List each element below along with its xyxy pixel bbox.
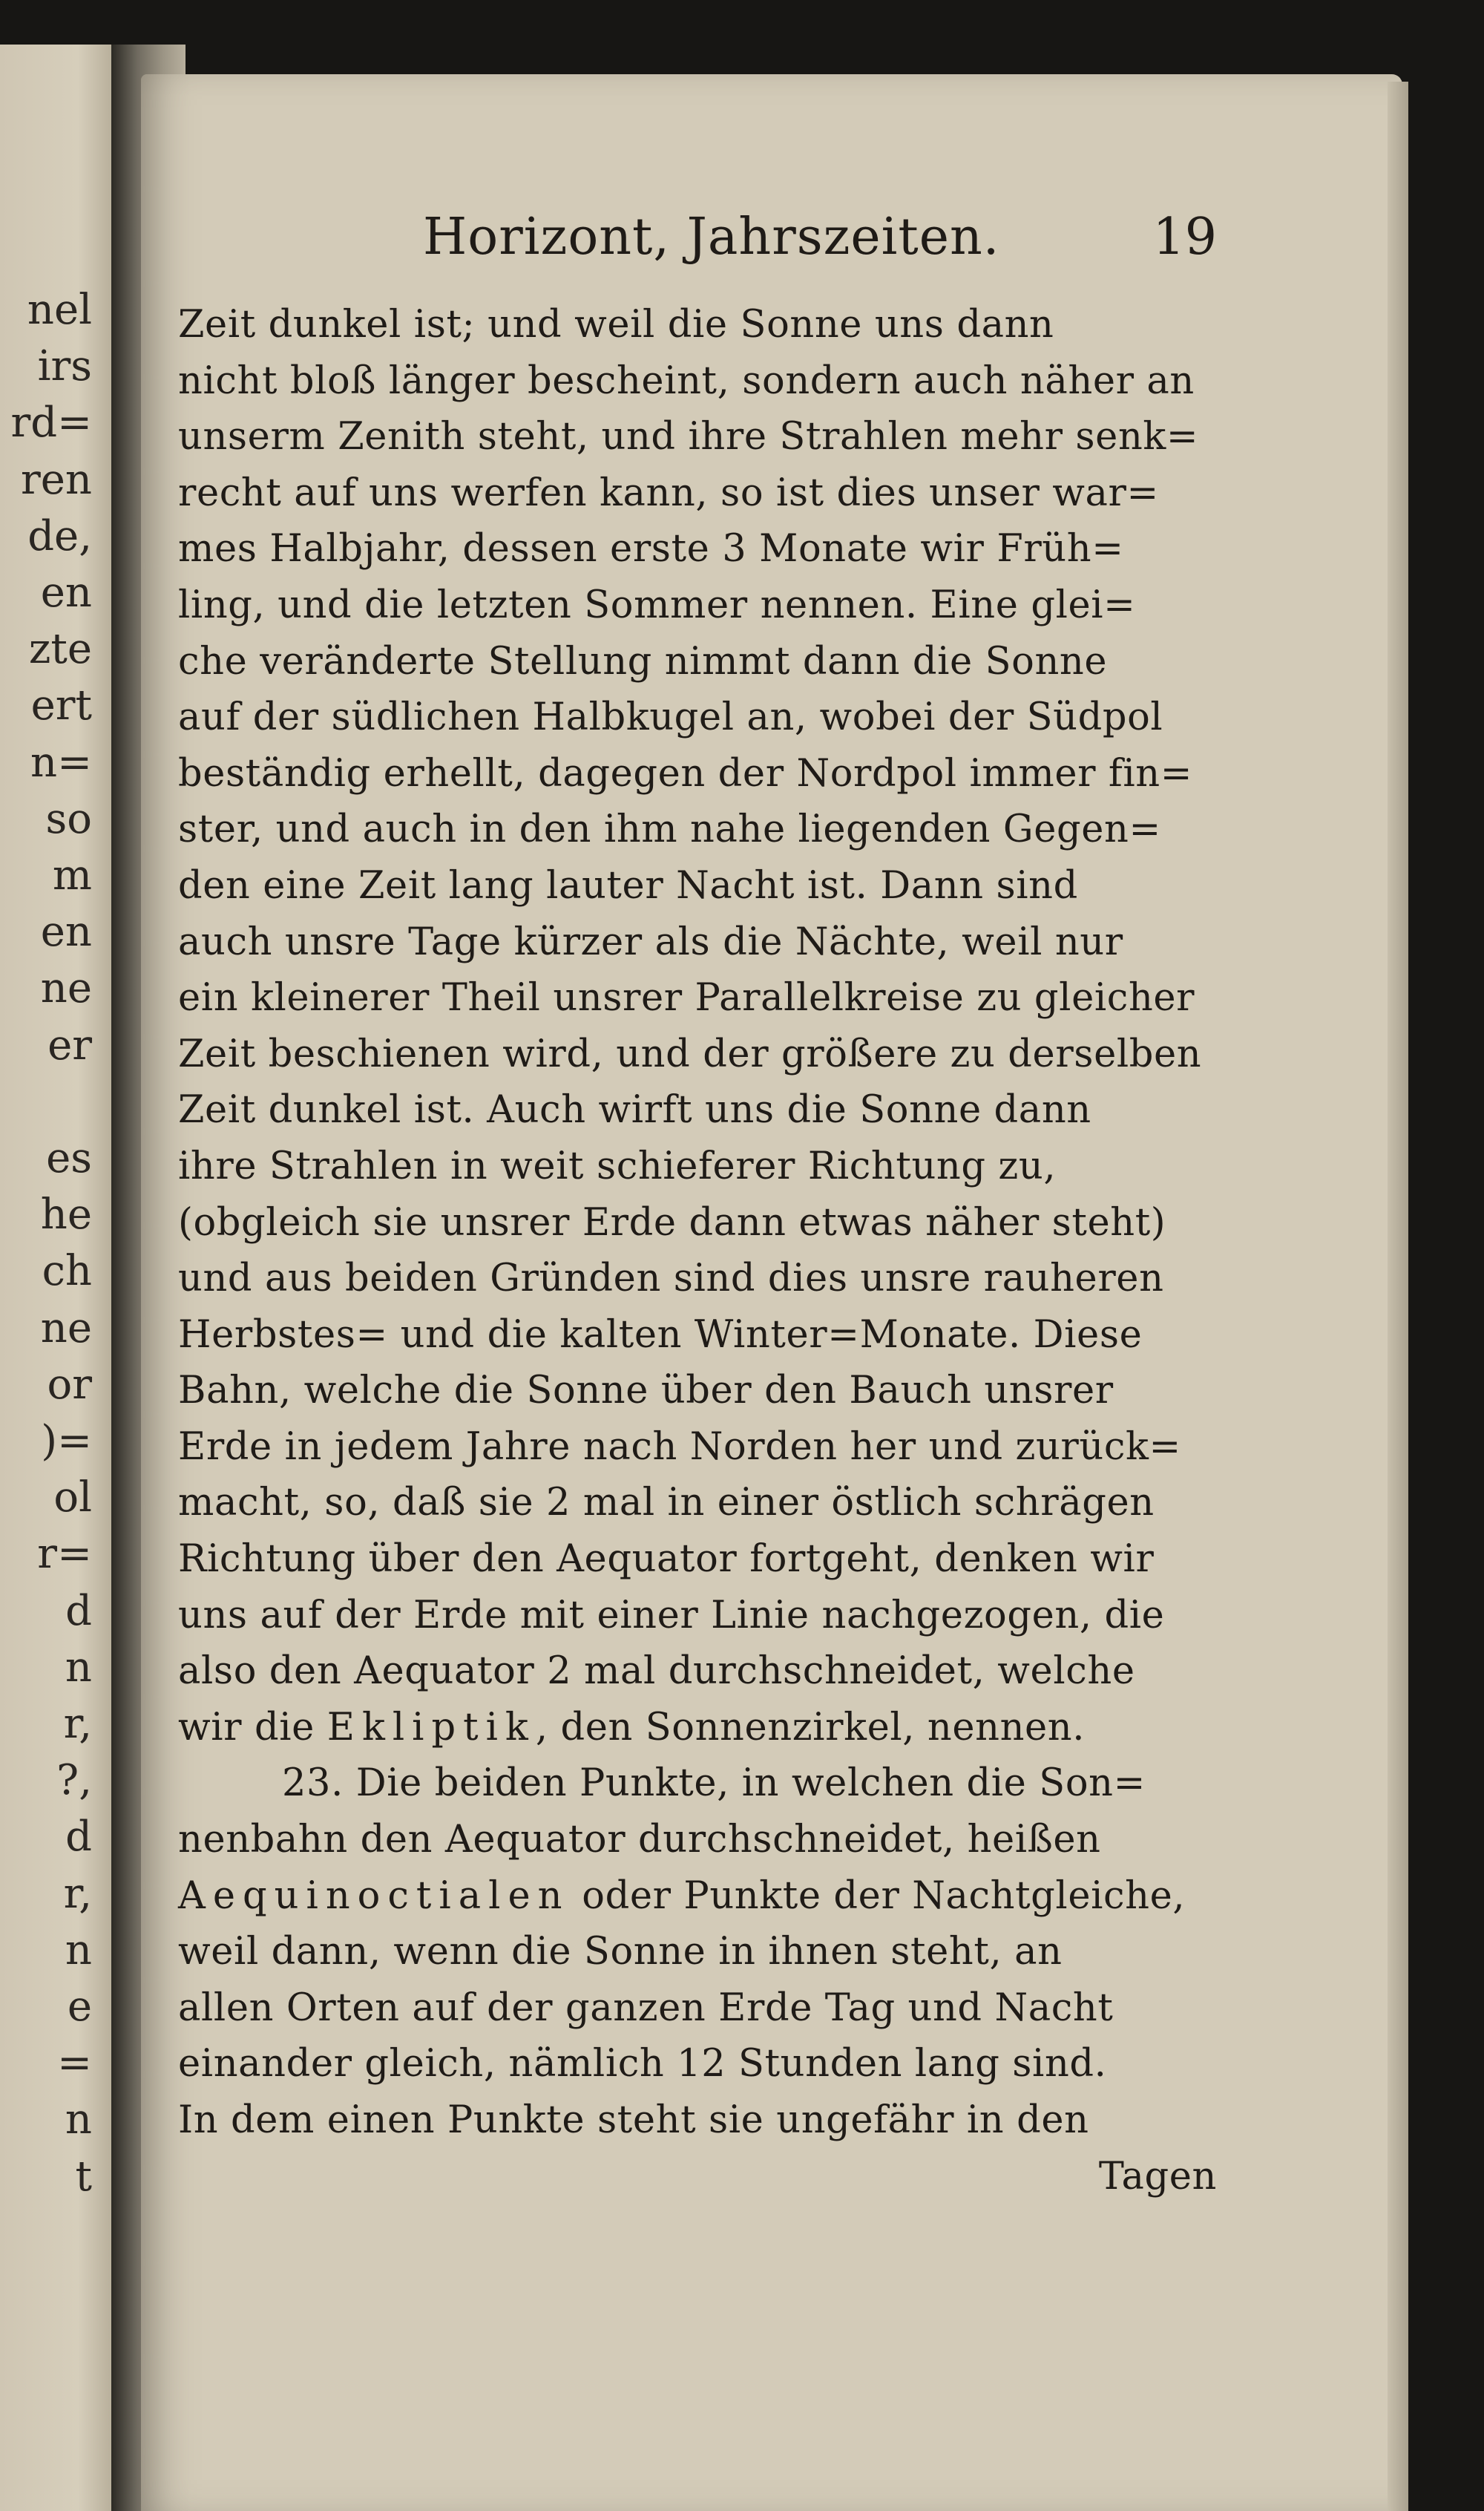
previous-page-line-end: en: [40, 569, 92, 617]
text-line: auch unsre Tage kürzer als die Nächte, weil nur: [178, 920, 1123, 964]
text-fragment: oder Punkte der Nachtgleiche,: [569, 1873, 1186, 1918]
text-line: Zeit dunkel ist. Auch wirft uns die Sonne dann: [178, 1088, 1091, 1133]
text-line: che veränderte Stellung nimmt dann die Sonne: [178, 639, 1108, 684]
previous-page-line-end: m: [52, 851, 92, 900]
previous-page-fragment: [0, 45, 111, 2511]
previous-page-line-end: irs: [37, 342, 92, 391]
text-line-ekliptik: [178, 1700, 1232, 1756]
previous-page-line-end: n: [65, 2095, 92, 2144]
term-ekliptik: Ekliptik: [326, 1705, 536, 1749]
previous-page-line-end: or: [47, 1360, 92, 1409]
text-line: uns auf der Erde mit einer Linie nachgezogen, die: [178, 1593, 1165, 1637]
text-line-aequinoctialen: [178, 1868, 1232, 1925]
text-line: nicht bloß länger bescheint, sondern auch näher an: [178, 359, 1195, 403]
previous-page-line-end: ren: [21, 455, 92, 504]
body-text: [178, 297, 1232, 1700]
previous-page-line-end: de,: [27, 511, 92, 560]
text-fragment: Die beiden Punkte, in welchen die Son=: [343, 1761, 1146, 1806]
text-line: also den Aequator 2 mal durchschneidet, welche: [178, 1649, 1135, 1694]
previous-page-line-end: ch: [42, 1247, 92, 1296]
term-aequinoctialen: Aequinoctialen: [178, 1873, 570, 1918]
text-fragment: , den Sonnenzirkel, nennen.: [535, 1705, 1086, 1749]
text-line: allen Orten auf der ganzen Erde Tag und Nacht: [178, 1985, 1114, 2030]
text-line: einander gleich, nämlich 12 Stunden lang sind.: [178, 2042, 1107, 2086]
paragraph-number: 23.: [282, 1761, 344, 1806]
text-line: macht, so, daß sie 2 mal in einer östlich schrägen: [178, 1481, 1155, 1525]
text-line: ihre Strahlen in weit schieferer Richtung zu,: [178, 1144, 1057, 1188]
text-line: beständig erhellt, dagegen der Nordpol immer fin=: [178, 751, 1193, 796]
paragraph-23-continued: [178, 1924, 1232, 2148]
text-line: auf der südlichen Halbkugel an, wobei der Südpol: [178, 695, 1163, 740]
previous-page-line-end: he: [40, 1191, 92, 1240]
text-line: Bahn, welche die Sonne über den Bauch unsrer: [178, 1369, 1114, 1413]
previous-page-line-end: )=: [41, 1417, 92, 1465]
previous-page-line-end: r=: [37, 1530, 92, 1579]
previous-page-line-end: n: [65, 1643, 92, 1692]
previous-page-line-end: nel: [27, 286, 92, 334]
text-line: ling, und die letzten Sommer nennen. Eine glei=: [178, 583, 1136, 627]
catchword: Tagen: [1098, 2154, 1217, 2199]
text-line: ein kleinerer Theil unsrer Parallelkreise zu gleicher: [178, 976, 1195, 1021]
text-line: (obgleich sie unsrer Erde dann etwas näher steht): [178, 1200, 1166, 1245]
text-line: In dem einen Punkte steht sie ungefähr in den: [178, 2098, 1089, 2142]
previous-page-line-end: ert: [30, 681, 92, 730]
previous-page-line-end: d: [65, 1813, 92, 1862]
page-header: [178, 208, 1232, 297]
text-line: Zeit dunkel ist; und weil die Sonne uns dann: [178, 303, 1054, 347]
previous-page-line-end: d: [65, 1586, 92, 1635]
previous-page-line-end: r,: [63, 1700, 92, 1748]
text-line: Zeit beschienen wird, und der größere zu derselben: [178, 1032, 1202, 1076]
text-line: unserm Zenith steht, und ihre Strahlen mehr senk=: [178, 415, 1199, 459]
previous-page-line-end: e: [67, 1983, 92, 2031]
page-edge: [1388, 82, 1408, 2511]
running-head: Horizont, Jahrszeiten.: [423, 208, 1000, 266]
previous-page-line-end: r,: [63, 1869, 92, 1918]
text-line: Richtung über den Aequator fortgeht, denken wir: [178, 1537, 1155, 1582]
previous-page-line-end: es: [46, 1134, 92, 1182]
previous-page-line-end: ne: [40, 964, 92, 1013]
previous-page-line-end: rd=: [10, 399, 92, 448]
text-line: mes Halbjahr, dessen erste 3 Monate wir Früh=: [178, 527, 1124, 572]
text-line: den eine Zeit lang lauter Nacht ist. Dann sind: [178, 863, 1078, 908]
previous-page-line-end: ?,: [56, 1756, 92, 1805]
text-line: weil dann, wenn die Sonne in ihnen steht, an: [178, 1930, 1063, 1974]
text-line: Herbstes= und die kalten Winter=Monate. Diese: [178, 1312, 1143, 1357]
page-number: 19: [1152, 208, 1217, 266]
text-line: recht auf uns werfen kann, so ist dies unser war=: [178, 471, 1159, 515]
previous-page-line-end: =: [57, 2039, 92, 2088]
page-text: [178, 208, 1232, 2204]
text-line: nenbahn den Aequator durchschneidet, heißen: [178, 1818, 1101, 1862]
previous-page-line-end: ne: [40, 1303, 92, 1352]
previous-page-line-end: zte: [28, 625, 92, 674]
previous-page-line-end: t: [75, 2152, 92, 2201]
previous-page-line-end: n=: [30, 738, 92, 787]
previous-page-line-end: n: [65, 1925, 92, 1974]
previous-page-line-end: so: [45, 794, 92, 843]
text-line: und aus beiden Gründen sind dies unsre rauheren: [178, 1257, 1164, 1301]
text-fragment: wir die: [178, 1705, 327, 1749]
paragraph-23-start: [178, 1755, 1232, 1812]
text-line: ster, und auch in den ihm nahe liegenden Gegen=: [178, 808, 1161, 852]
text-line: Erde in jedem Jahre nach Norden her und zurück=: [178, 1424, 1181, 1469]
previous-page-line-end: ol: [53, 1473, 92, 1522]
previous-page-line-end: en: [40, 908, 92, 957]
previous-page-line-end: er: [47, 1021, 92, 1070]
